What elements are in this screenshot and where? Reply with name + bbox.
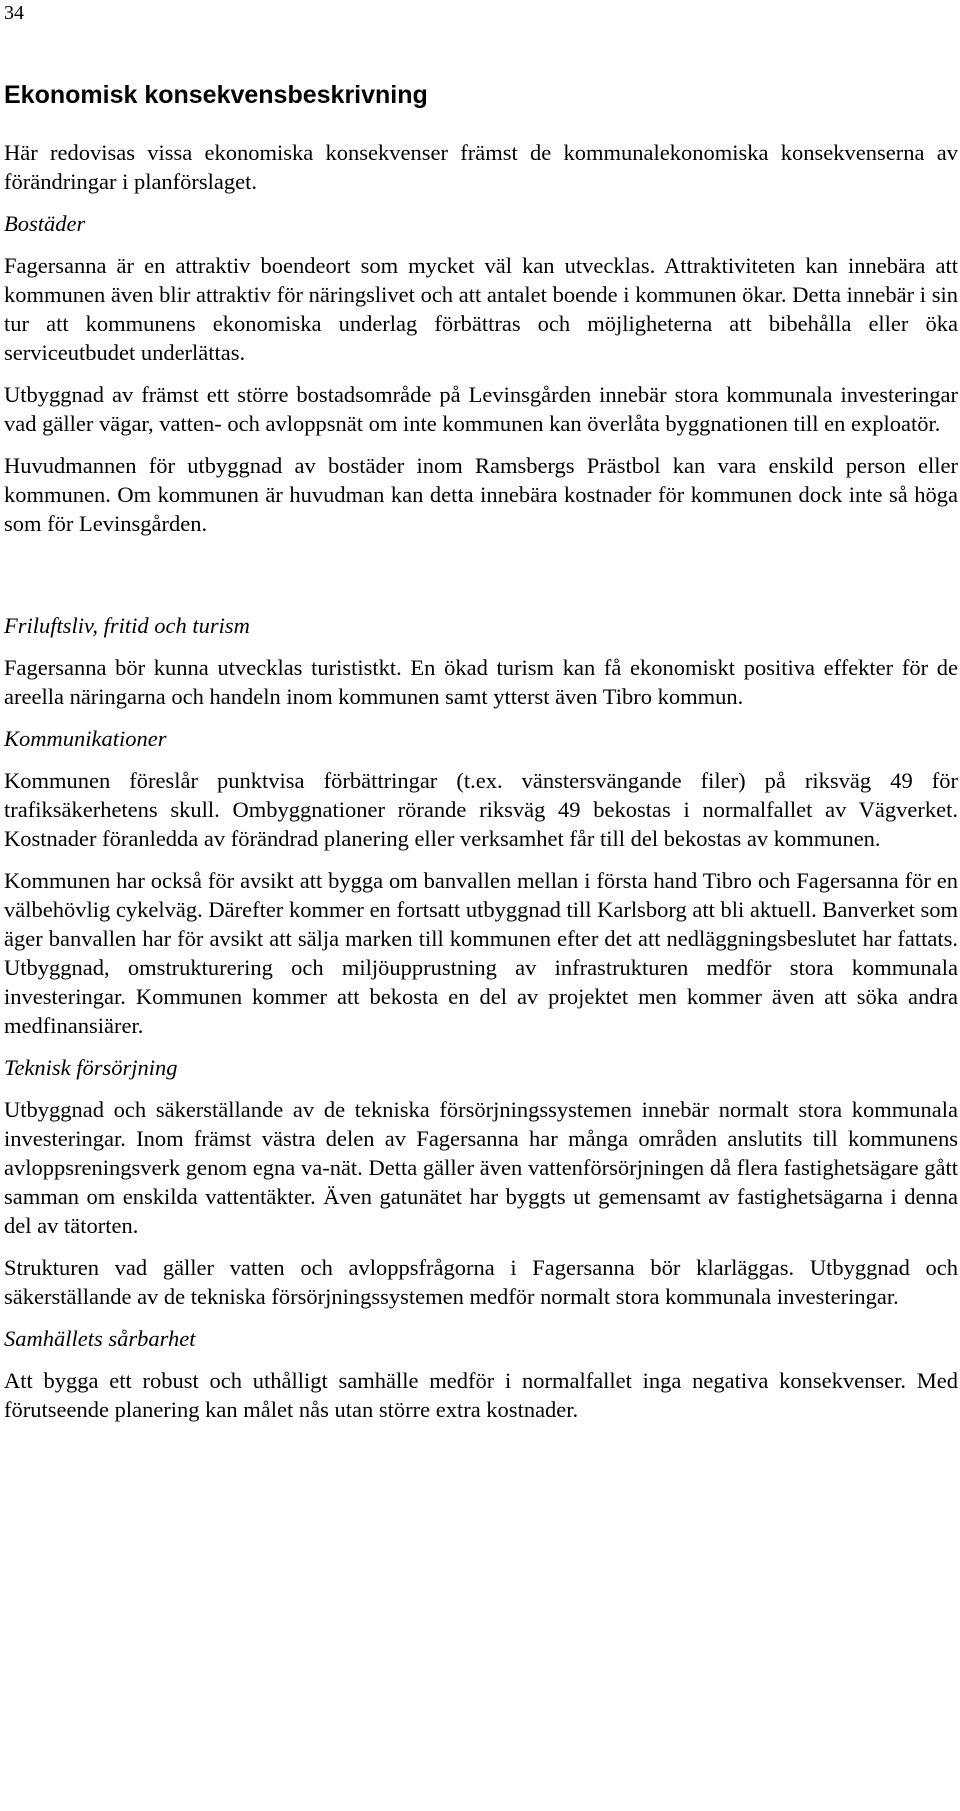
page-number: 34	[4, 2, 24, 24]
paragraph: Fagersanna bör kunna utvecklas turististkt. En ökad turism kan få ekonomiskt positiva effekter för de areella näringarna och handeln inom kommunen samt ytterst även Tibro kommun.	[4, 655, 958, 709]
paragraph: Utbyggnad och säkerställande av de tekniska försörjningssystemen innebär normalt stora kommunala investeringar. Inom främst västra delen av Fagersanna har många områden anslutits till kommunens avloppsreningsverk genom egna va-nät. Detta gäller även vattenförsörjningen då flera fastighetsägare gått samman om enskilda vattentäkter. Även gatunätet har byggts ut gemensamt av fastighetsägarna i denna del av tätorten.	[4, 1097, 958, 1238]
page-title: Ekonomisk konsekvensbeskrivning	[4, 81, 428, 109]
paragraph: Huvudmannen för utbyggnad av bostäder inom Ramsbergs Prästbol kan vara enskild person eller kommunen. Om kommunen är huvudman kan detta innebära kostnader för kommunen dock inte så höga som för Levinsgården.	[4, 453, 958, 536]
paragraph: Strukturen vad gäller vatten och avloppsfrågorna i Fagersanna bör klarläggas. Utbyggnad och säkerställande av de tekniska försörjningssystemen medför normalt stora kommunala investeringar.	[4, 1255, 958, 1309]
section-heading-friluftsliv: Friluftsliv, fritid och turism	[4, 613, 250, 638]
section-heading-sarbarhet: Samhällets sårbarhet	[4, 1326, 196, 1351]
paragraph: Utbyggnad av främst ett större bostadsområde på Levinsgården innebär stora kommunala investeringar vad gäller vägar, vatten- och avloppsnät om inte kommunen kan överlåta byggnationen till en exploatör.	[4, 382, 958, 436]
paragraph: Att bygga ett robust och uthålligt samhälle medför i normalfallet inga negativa konsekvenser. Med förutseende planering kan målet nås utan större extra kostnader.	[4, 1368, 958, 1422]
paragraph: Kommunen har också för avsikt att bygga om banvallen mellan i första hand Tibro och Fagersanna för en välbehövlig cykelväg. Därefter kommer en fortsatt utbyggnad till Karlsborg att bli aktuell. Banverket som äger banvallen har för avsikt att sälja marken till kommunen efter det att nedläggningsbeslutet har fattats. Utbyggnad, omstrukturering och miljöupprustning av infrastrukturen medför stora kommunala investeringar. Kommunen kommer att bekosta en del av projektet men kommer även att söka andra medfinansiärer.	[4, 868, 958, 1038]
intro-paragraph: Här redovisas vissa ekonomiska konsekvenser främst de kommunalekonomiska konsekvenserna av förändringar i planförslaget.	[4, 140, 958, 194]
section-heading-bostader: Bostäder	[4, 211, 86, 236]
section-heading-teknisk: Teknisk försörjning	[4, 1055, 178, 1080]
paragraph: Fagersanna är en attraktiv boendeort som mycket väl kan utvecklas. Attraktiviteten kan innebära att kommunen även blir attraktiv för näringslivet och att antalet boende i kommunen ökar. Detta innebär i sin tur att kommunens ekonomiska underlag förbättras och möjligheterna att bibehålla eller öka serviceutbudet underlättas.	[4, 253, 958, 365]
document-body	[4, 138, 958, 1437]
section-heading-kommunikationer: Kommunikationer	[4, 726, 167, 751]
paragraph: Kommunen föreslår punktvisa förbättringar (t.ex. vänstersvängande filer) på riksväg 49 för trafiksäkerhetens skull. Ombyggnationer rörande riksväg 49 bekostas i normalfallet av Vägverket. Kostnader föranledda av förändrad planering eller verksamhet får till del bekostas av kommunen.	[4, 768, 958, 851]
